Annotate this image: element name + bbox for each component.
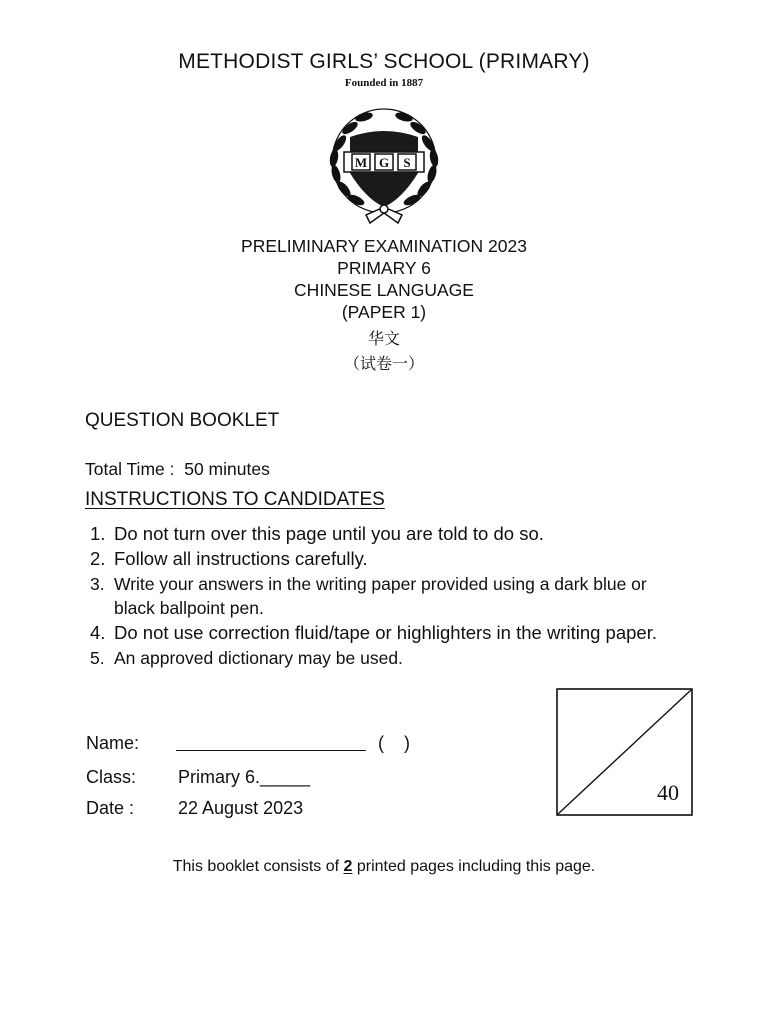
instruction-text: Do not turn over this page until you are told to do so. <box>114 523 544 544</box>
crest-letter-s: S <box>403 155 411 170</box>
date-label: Date : <box>86 798 135 818</box>
date-value: 22 August 2023 <box>178 798 304 818</box>
instruction-number: 2. <box>90 548 106 569</box>
footer-text-before: This booklet consists of <box>172 858 344 875</box>
school-crest-logo <box>322 103 446 227</box>
instruction-text: Follow all instructions carefully. <box>114 548 368 569</box>
name-label: Name: <box>86 733 140 753</box>
crest-letter-g: G <box>378 155 390 170</box>
instruction-item <box>90 522 690 546</box>
exam-title: PRELIMINARY EXAMINATION 2023 <box>241 236 527 256</box>
instruction-item <box>90 621 690 645</box>
exam-paper-chinese: （试卷一） <box>343 354 424 373</box>
booklet-label: QUESTION BOOKLET <box>85 410 280 431</box>
instruction-list <box>90 522 690 671</box>
footer-text-after: printed pages including this page. <box>352 858 596 875</box>
total-time <box>85 459 270 480</box>
instruction-item <box>90 646 690 670</box>
exam-paper: (PAPER 1) <box>341 302 427 322</box>
instruction-number: 5. <box>90 648 105 668</box>
instruction-number: 1. <box>90 523 106 544</box>
name-blank-line <box>176 750 366 751</box>
total-time-label: Total Time : <box>85 459 175 479</box>
footer-note <box>0 858 768 876</box>
instruction-number: 4. <box>90 622 106 643</box>
crest-letter-m: M <box>354 155 368 170</box>
instruction-item <box>90 572 690 620</box>
instruction-text: Write your answers in the writing paper provided using a dark blue or black ballpoint pen. <box>114 574 647 618</box>
register-number-brackets: ( ) <box>378 733 410 753</box>
total-time-value: 50 minutes <box>184 459 270 479</box>
footer-page-count: 2 <box>343 858 353 875</box>
instruction-item <box>90 547 690 571</box>
class-value: Primary 6._____ <box>178 767 311 787</box>
class-label: Class: <box>86 767 137 787</box>
instruction-text: An approved dictionary may be used. <box>114 648 403 668</box>
exam-subject-chinese: 华文 <box>367 329 400 348</box>
instruction-text: Do not use correction fluid/tape or highlighters in the writing paper. <box>114 622 657 643</box>
exam-subject: CHINESE LANGUAGE <box>294 280 474 300</box>
score-total: 40 <box>657 780 679 805</box>
instructions-heading: INSTRUCTIONS TO CANDIDATES <box>85 489 385 510</box>
exam-level: PRIMARY 6 <box>337 258 431 278</box>
founded-year: Founded in 1887 <box>344 77 424 89</box>
school-name: METHODIST GIRLS’ SCHOOL (PRIMARY) <box>178 50 590 73</box>
instruction-number: 3. <box>90 574 105 594</box>
score-box <box>556 688 693 816</box>
